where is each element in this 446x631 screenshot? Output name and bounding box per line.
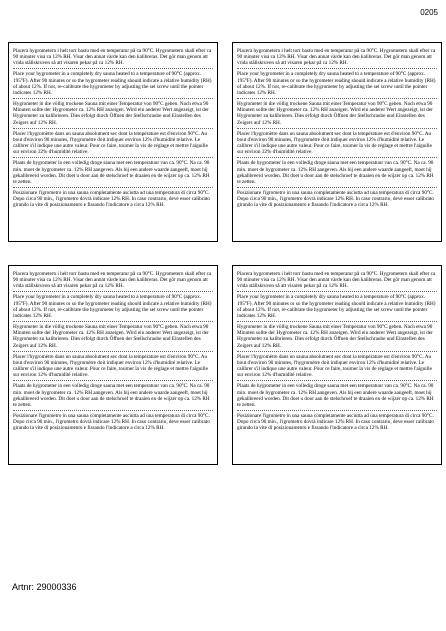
paragraph-italian: Posizionare l'igrometro in una sauna completamente asciutta ad una temperatura di circa 90°C. Dopo circa 90 min., l'igrometro dovrà indicare 12% RH. In caso contrario, deve esser calibrato girando la vite di posizionamento e fissando l'indicatore a circa 12% RH. [237, 189, 434, 209]
paragraph-italian: Posizionare l'igrometro in una sauna completamente asciutta ad una temperatura di circa 90°C. Dopo circa 90 min., l'igrometro dovrà indicare 12% RH. In caso contrario, deve esser calibrato girando la vite di posizionamento e fissando l'indicatore a circa 12% RH. [13, 189, 210, 209]
paragraph-italian: Posizionare l'igrometro in una sauna completamente asciutta ad una temperatura di circa 90°C. Dopo circa 90 min., l'igrometro dovrà indicare 12% RH. In caso contrario, deve esser calibrato girando la vite di posizionamento e fissando l'indicatore a circa 12% RH. [13, 412, 210, 432]
paragraph-dutch: Plaats de hygrometer in een volledig droge sauna met een temperatuur van ca. 90°C. Na ca. 90 min. moet de hygrometer ca. 12% RH aangeven. Als hij een andere waarde aangeeft, moet hij gekalibreerd worden. Dit doet u door aan de stelschroef te draaien en de wijzer op ca. 12% RH te zetten. [13, 381, 213, 411]
paragraph-dutch: Plaats de hygrometer in een volledig droge sauna met een temperatuur van ca. 90°C. Na ca. 90 min. moet de hygrometer ca. 12% RH aangeven. Als hij een andere waarde aangeeft, moet hij gekalibreerd worden. Dit doet u door aan de stelschroef te draaien en de wijzer op ca. 12% RH te zetten. [237, 158, 437, 188]
instruction-card [8, 265, 218, 465]
paragraph-english: Place your hygrometer in a completely dry sauna heated to a temperature of 90°C (approx. 195°F). After 90 minutes or so the hygrometer reading should indicate a relative humidity (RH) of about 12%. If not, re-calibrate the hygrometer by adjusting the set screw until the pointer indicates 12% RH. [13, 292, 213, 322]
paragraph-swedish: Placera hygrometern i helt torr bastu med en temperatur på ca 90°C. Hygrometern skall efter ca 90 minuter visa ca 12% RH. Visar den annat värde kan den kalibreras. Det gör man genom att vrida ställskruven så att visaren pekar på ca 12% RH. [13, 269, 213, 292]
paragraph-swedish: Placera hygrometern i helt torr bastu med en temperatur på ca 90°C. Hygrometern skall efter ca 90 minuter visa ca 12% RH. Visar den annat värde kan den kalibreras. Det gör man genom att vrida ställskruven så att visaren pekar på ca 12% RH. [13, 46, 213, 69]
paragraph-german: Hygrometer in die völlig trockene Sauna mit einer Temperatur von 90°C geben. Nach etwa 90 Minuten sollte der Hygrometer ca. 12% RH anzeigen. Wird ein anderer Wert angezeigt, ist der Hygrometer zu kalibrieren. Dies erfolgt durch Öffnen der Stellschraube und Einstellen des Zeigers auf 12% RH. [237, 322, 437, 352]
paragraph-french: Placer l'hygromètre dans un sauna absolument sec dont la température est d'environ 90°C. Au bout d'environ 90 minutes, l'hygromètre doit indiquer environ 12% d'humidité relative. Le calibrer s'il indique une autre valeur. Pour ce faire, tourner la vis de réglage et mettre l'aiguille sur environ 12% d'humidité relative. [237, 352, 437, 382]
article-number: Artnr: 29000336 [12, 582, 77, 592]
page-code: 0205 [420, 8, 438, 17]
paragraph-english: Place your hygrometer in a completely dry sauna heated to a temperature of 90°C (approx. 195°F). After 90 minutes or so the hygrometer reading should indicate a relative humidity (RH) of about 12%. If not, re-calibrate the hygrometer by adjusting the set screw until the pointer indicates 12% RH. [237, 69, 437, 99]
paragraph-english: Place your hygrometer in a completely dry sauna heated to a temperature of 90°C (approx. 195°F). After 90 minutes or so the hygrometer reading should indicate a relative humidity (RH) of about 12%. If not, re-calibrate the hygrometer by adjusting the set screw until the pointer indicates 12% RH. [237, 292, 437, 322]
paragraph-swedish: Placera hygrometern i helt torr bastu med en temperatur på ca 90°C. Hygrometern skall efter ca 90 minuter visa ca 12% RH. Visar den annat värde kan den kalibreras. Det gör man genom att vrida ställskruven så att visaren pekar på ca 12% RH. [237, 269, 437, 292]
instruction-card [232, 42, 442, 242]
paragraph-english: Place your hygrometer in a completely dry sauna heated to a temperature of 90°C (approx. 195°F). After 90 minutes or so the hygrometer reading should indicate a relative humidity (RH) of about 12%. If not, re-calibrate the hygrometer by adjusting the set screw until the pointer indicates 12% RH. [13, 69, 213, 99]
paragraph-german: Hygrometer in die völlig trockene Sauna mit einer Temperatur von 90°C geben. Nach etwa 90 Minuten sollte der Hygrometer ca. 12% RH anzeigen. Wird ein anderer Wert angezeigt, ist der Hygrometer zu kalibrieren. Dies erfolgt durch Öffnen der Stellschraube und Einstellen des Zeigers auf 12% RH. [13, 322, 213, 352]
instruction-card [232, 265, 442, 465]
instruction-card [8, 42, 218, 242]
paragraph-french: Placer l'hygromètre dans un sauna absolument sec dont la température est d'environ 90°C. Au bout d'environ 90 minutes, l'hygromètre doit indiquer environ 12% d'humidité relative. Le calibrer s'il indique une autre valeur. Pour ce faire, tourner la vis de réglage et mettre l'aiguille sur environ 12% d'humidité relative. [13, 352, 213, 382]
paragraph-dutch: Plaats de hygrometer in een volledig droge sauna met een temperatuur van ca. 90°C. Na ca. 90 min. moet de hygrometer ca. 12% RH aangeven. Als hij een andere waarde aangeeft, moet hij gekalibreerd worden. Dit doet u door aan de stelschroef te draaien en de wijzer op ca. 12% RH te zetten. [13, 158, 213, 188]
paragraph-german: Hygrometer in die völlig trockene Sauna mit einer Temperatur von 90°C geben. Nach etwa 90 Minuten sollte der Hygrometer ca. 12% RH anzeigen. Wird ein anderer Wert angezeigt, ist der Hygrometer zu kalibrieren. Dies erfolgt durch Öffnen der Stellschraube und Einstellen des Zeigers auf 12% RH. [13, 99, 213, 129]
paragraph-french: Placer l'hygromètre dans un sauna absolument sec dont la température est d'environ 90°C. Au bout d'environ 90 minutes, l'hygromètre doit indiquer environ 12% d'humidité relative. Le calibrer s'il indique une autre valeur. Pour ce faire, tourner la vis de réglage et mettre l'aiguille sur environ 12% d'humidité relative. [237, 129, 437, 159]
paragraph-swedish: Placera hygrometern i helt torr bastu med en temperatur på ca 90°C. Hygrometern skall efter ca 90 minuter visa ca 12% RH. Visar den annat värde kan den kalibreras. Det gör man genom att vrida ställskruven så att visaren pekar på ca 12% RH. [237, 46, 437, 69]
paragraph-dutch: Plaats de hygrometer in een volledig droge sauna met een temperatuur van ca. 90°C. Na ca. 90 min. moet de hygrometer ca. 12% RH aangeven. Als hij een andere waarde aangeeft, moet hij gekalibreerd worden. Dit doet u door aan de stelschroef te draaien en de wijzer op ca. 12% RH te zetten. [237, 381, 437, 411]
paragraph-german: Hygrometer in die völlig trockene Sauna mit einer Temperatur von 90°C geben. Nach etwa 90 Minuten sollte der Hygrometer ca. 12% RH anzeigen. Wird ein anderer Wert angezeigt, ist der Hygrometer zu kalibrieren. Dies erfolgt durch Öffnen der Stellschraube und Einstellen des Zeigers auf 12% RH. [237, 99, 437, 129]
paragraph-french: Placer l'hygromètre dans un sauna absolument sec dont la température est d'environ 90°C. Au bout d'environ 90 minutes, l'hygromètre doit indiquer environ 12% d'humidité relative. Le calibrer s'il indique une autre valeur. Pour ce faire, tourner la vis de réglage et mettre l'aiguille sur environ 12% d'humidité relative. [13, 129, 213, 159]
paragraph-italian: Posizionare l'igrometro in una sauna completamente asciutta ad una temperatura di circa 90°C. Dopo circa 90 min., l'igrometro dovrà indicare 12% RH. In caso contrario, deve esser calibrato girando la vite di posizionamento e fissando l'indicatore a circa 12% RH. [237, 412, 434, 432]
